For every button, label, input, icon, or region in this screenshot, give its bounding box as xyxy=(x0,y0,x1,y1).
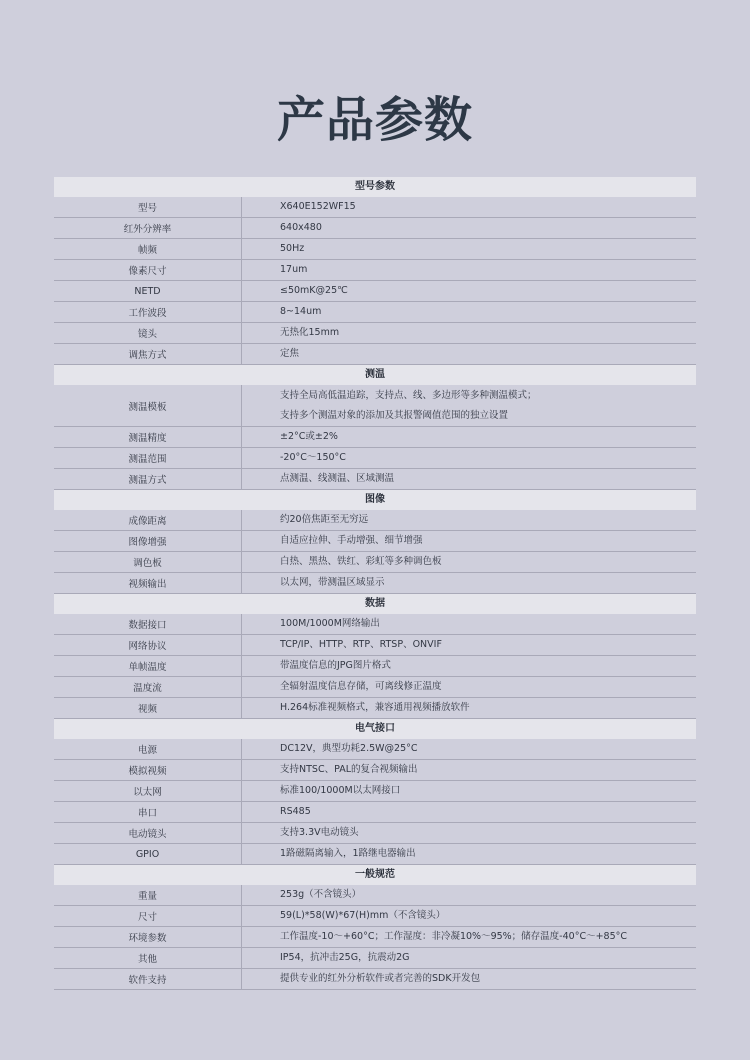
row-value xyxy=(242,323,696,343)
table-row xyxy=(54,302,696,323)
row-label: 工作波段 xyxy=(54,302,242,322)
table-row xyxy=(54,239,696,260)
table-row xyxy=(54,656,696,677)
row-value xyxy=(242,948,696,968)
row-value xyxy=(242,531,696,551)
row-value-text: IP54，抗冲击25G，抗震动2G xyxy=(280,952,410,963)
row-label: 网络协议 xyxy=(54,635,242,655)
row-value xyxy=(242,906,696,926)
table-row xyxy=(54,469,696,490)
row-label: 型号 xyxy=(54,197,242,217)
page-title: 产品参数 xyxy=(276,92,473,148)
table-row xyxy=(54,969,696,990)
row-label: 串口 xyxy=(54,802,242,822)
row-value-text: 支持全局高低温追踪，支持点、线、多边形等多种测温模式； xyxy=(280,389,537,401)
row-label: 调色板 xyxy=(54,552,242,572)
row-label: 镜头 xyxy=(54,323,242,343)
row-value xyxy=(242,885,696,905)
table-row xyxy=(54,573,696,594)
section-header: 图像 xyxy=(54,490,696,510)
table-row xyxy=(54,614,696,635)
row-value xyxy=(242,635,696,655)
row-label: 视频输出 xyxy=(54,573,242,593)
section-header: 数据 xyxy=(54,594,696,614)
row-label: 环境参数 xyxy=(54,927,242,947)
row-value xyxy=(242,469,696,489)
table-row xyxy=(54,197,696,218)
row-value xyxy=(242,844,696,864)
spec-table xyxy=(54,177,696,990)
section-header: 一般规范 xyxy=(54,865,696,885)
row-value-text: 100M/1000M网络输出 xyxy=(280,618,380,629)
row-value-text: 工作温度-10～+60°C；工作湿度：非冷凝10%～95%；储存温度-40°C～+85°C xyxy=(280,931,628,942)
row-label: GPIO xyxy=(54,844,242,864)
row-value-text: 白热、黑热、铁红、彩虹等多种调色板 xyxy=(280,556,442,567)
table-row xyxy=(54,552,696,573)
row-value-text: 253g（不含镜头） xyxy=(280,889,362,900)
row-label: 电动镜头 xyxy=(54,823,242,843)
row-label: 像素尺寸 xyxy=(54,260,242,280)
table-row xyxy=(54,344,696,365)
table-row xyxy=(54,823,696,844)
table-row xyxy=(54,677,696,698)
table-row xyxy=(54,760,696,781)
row-value xyxy=(242,823,696,843)
row-value xyxy=(242,802,696,822)
row-value xyxy=(242,510,696,530)
row-value-text: 以太网，带测温区域显示 xyxy=(280,577,385,588)
table-row xyxy=(54,906,696,927)
row-value xyxy=(242,197,696,217)
table-row xyxy=(54,635,696,656)
row-label: 成像距离 xyxy=(54,510,242,530)
row-value-text: 1路磁隔离输入，1路继电器输出 xyxy=(280,848,416,859)
table-row xyxy=(54,948,696,969)
section-header: 电气接口 xyxy=(54,719,696,739)
row-label: 测温范围 xyxy=(54,448,242,468)
row-value-text: 支持NTSC、PAL的复合视频输出 xyxy=(280,764,418,775)
row-value-text: 约20倍焦距至无穷远 xyxy=(280,514,369,525)
row-value xyxy=(242,344,696,364)
row-label: 调焦方式 xyxy=(54,344,242,364)
row-value xyxy=(242,677,696,697)
row-label: 重量 xyxy=(54,885,242,905)
row-label: 以太网 xyxy=(54,781,242,801)
row-value-text: ±2°C或±2% xyxy=(280,431,338,442)
row-value xyxy=(242,760,696,780)
table-row xyxy=(54,510,696,531)
row-value-text: 17um xyxy=(280,264,308,275)
row-label: 软件支持 xyxy=(54,969,242,989)
row-value-text: 自适应拉伸、手动增强、细节增强 xyxy=(280,535,423,546)
row-value-text: 无热化15mm xyxy=(280,327,340,338)
row-label: 帧频 xyxy=(54,239,242,259)
row-value-text: 定焦 xyxy=(280,348,300,359)
table-row xyxy=(54,739,696,760)
row-label: 模拟视频 xyxy=(54,760,242,780)
row-value-text: ≤50mK@25℃ xyxy=(280,285,348,296)
row-label: NETD xyxy=(54,281,242,301)
row-value xyxy=(242,698,696,718)
table-row xyxy=(54,844,696,865)
table-row xyxy=(54,385,696,427)
row-label: 测温模板 xyxy=(54,385,242,426)
section-header: 型号参数 xyxy=(54,177,696,197)
row-value-text: 带温度信息的JPG图片格式 xyxy=(280,660,391,671)
row-value xyxy=(242,552,696,572)
table-row xyxy=(54,448,696,469)
row-value xyxy=(242,739,696,759)
row-value xyxy=(242,969,696,989)
row-value xyxy=(242,385,696,426)
row-value xyxy=(242,573,696,593)
row-value-text: 支持多个测温对象的添加及其报警阈值范围的独立设置 xyxy=(280,409,509,421)
row-value xyxy=(242,656,696,676)
table-row xyxy=(54,531,696,552)
row-value-text: TCP/IP、HTTP、RTP、RTSP、ONVIF xyxy=(280,639,442,650)
row-value-text: 59(L)*58(W)*67(H)mm（不含镜头） xyxy=(280,910,446,921)
row-label: 单帧温度 xyxy=(54,656,242,676)
row-label: 尺寸 xyxy=(54,906,242,926)
row-value-text: 支持3.3V电动镜头 xyxy=(280,827,359,838)
row-value-text: -20°C～150°C xyxy=(280,452,346,463)
table-row xyxy=(54,218,696,239)
row-label: 测温方式 xyxy=(54,469,242,489)
row-label: 数据接口 xyxy=(54,614,242,634)
table-row xyxy=(54,927,696,948)
row-value xyxy=(242,218,696,238)
row-label: 温度流 xyxy=(54,677,242,697)
row-value-text: 640x480 xyxy=(280,222,322,233)
table-row xyxy=(54,698,696,719)
row-value-text: DC12V，典型功耗2.5W@25°C xyxy=(280,743,418,754)
row-value-text: X640E152WF15 xyxy=(280,201,356,212)
table-row xyxy=(54,260,696,281)
row-value xyxy=(242,614,696,634)
table-row xyxy=(54,885,696,906)
row-value xyxy=(242,781,696,801)
row-value-text: H.264标准视频格式，兼容通用视频播放软件 xyxy=(280,702,470,713)
row-value xyxy=(242,302,696,322)
row-label: 其他 xyxy=(54,948,242,968)
row-label: 红外分辨率 xyxy=(54,218,242,238)
table-row xyxy=(54,281,696,302)
row-value-text: 点测温、线测温、区域测温 xyxy=(280,473,395,484)
row-label: 电源 xyxy=(54,739,242,759)
table-row xyxy=(54,323,696,344)
row-value xyxy=(242,448,696,468)
row-value xyxy=(242,260,696,280)
row-value-text: RS485 xyxy=(280,806,311,817)
row-value-text: 8~14um xyxy=(280,306,322,317)
table-row xyxy=(54,427,696,448)
row-value xyxy=(242,927,696,947)
row-value-text: 提供专业的红外分析软件或者完善的SDK开发包 xyxy=(280,973,481,984)
row-value xyxy=(242,427,696,447)
row-label: 图像增强 xyxy=(54,531,242,551)
table-row xyxy=(54,781,696,802)
row-value-text: 标准100/1000M以太网接口 xyxy=(280,785,401,796)
row-value-text: 50Hz xyxy=(280,243,305,254)
row-label: 视频 xyxy=(54,698,242,718)
row-value-text: 全辐射温度信息存储，可离线修正温度 xyxy=(280,681,442,692)
row-value xyxy=(242,239,696,259)
row-value xyxy=(242,281,696,301)
row-label: 测温精度 xyxy=(54,427,242,447)
table-row xyxy=(54,802,696,823)
section-header: 测温 xyxy=(54,365,696,385)
